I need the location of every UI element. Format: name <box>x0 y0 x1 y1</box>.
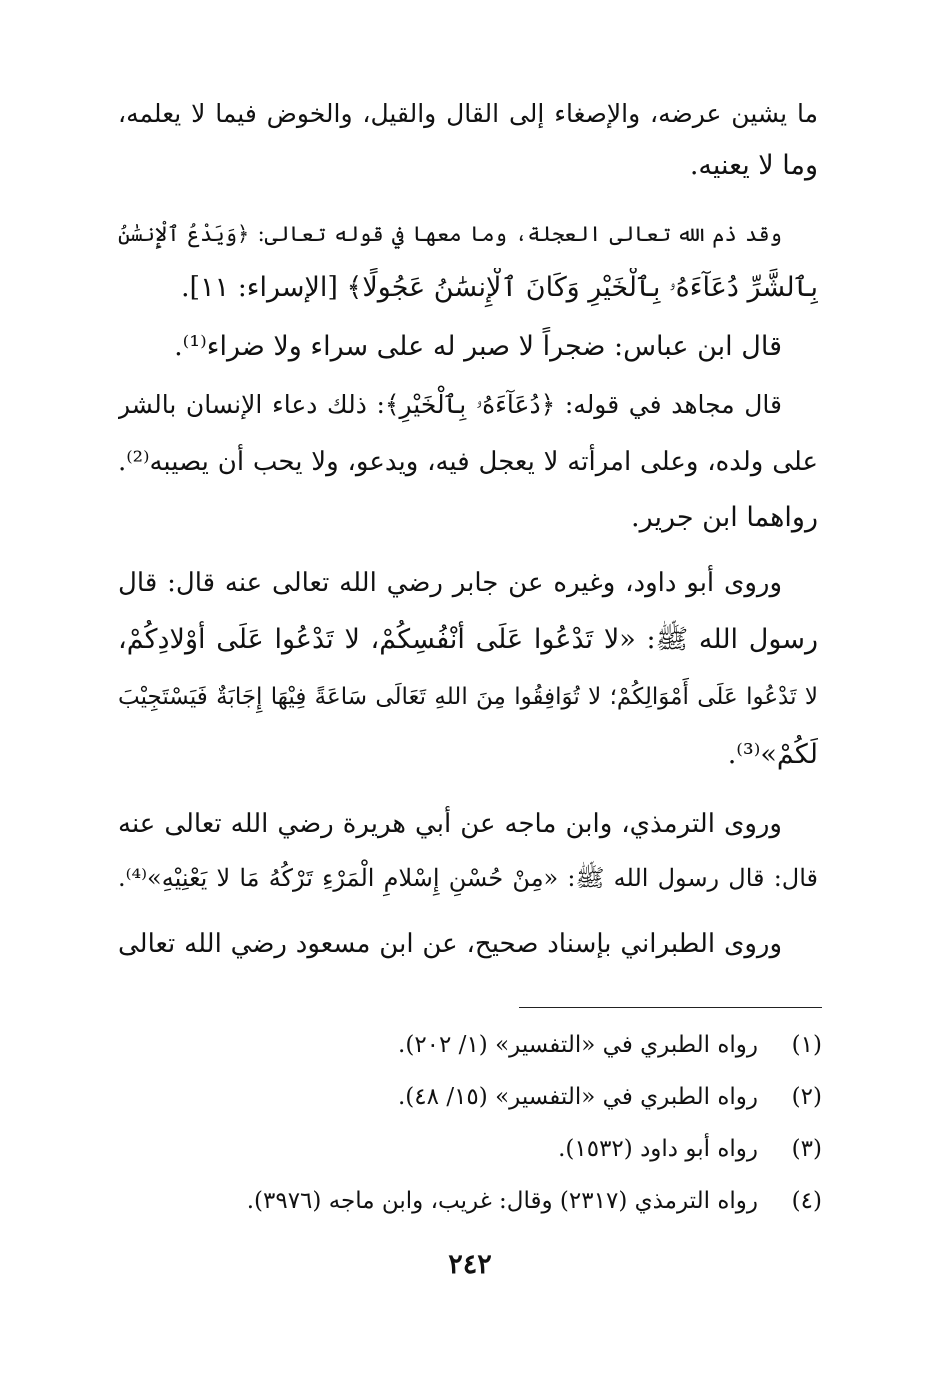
body-line-7: على ولده، وعلى امرأته لا يعجل فيه، ويدعو، ولا يحب أن يصيبه⁽²⁾. <box>118 447 818 477</box>
body-line-4: بِٱلشَّرِّ دُعَآءَهُۥ بِٱلْخَيْرِ وَكَانَ ٱلْإِنسَٰنُ عَجُولًا﴾ [الإسراء: ١١]. <box>180 272 818 303</box>
body-line-6: قال مجاهد في قوله: ﴿دُعَآءَهُۥ بِٱلْخَيْرِ﴾: ذلك دعاء الإنسان بالشر <box>118 390 782 419</box>
footnote-text: رواه الطبري في «التفسير» (١/ ٢٠٢). <box>398 1032 758 1058</box>
body-line-15: وروى الطبراني بإسناد صحيح، عن ابن مسعود رضي الله تعالى <box>118 929 782 959</box>
body-line-8: رواهما ابن جرير. <box>631 502 818 533</box>
footnote-2 <box>142 1080 822 1114</box>
page-number: ٢٤٢ <box>448 1249 492 1280</box>
body-line-11: لا تَدْعُوا عَلَى أَمْوَالِكُمْ؛ لا تُوَافِقُوا مِنَ اللهِ تَعَالَى سَاعَةً فِيْهَا إِجَابَةٌ فَيَسْتَجِيْبَ <box>118 684 818 710</box>
footnote-4 <box>142 1184 822 1218</box>
footnote-number: (١) <box>791 1032 822 1058</box>
footnote-number: (٤) <box>791 1188 822 1214</box>
body-line-3: وقد ذم الله تعالى العجلة، وما معها في قوله تعالى: ﴿وَيَدْعُ ٱلْإِنسَٰنُ <box>118 222 782 246</box>
footnote-text: رواه أبو داود (١٥٣٢). <box>558 1136 758 1162</box>
body-line-9: وروى أبو داود، وغيره عن جابر رضي الله تعالى عنه قال: قال <box>118 568 782 598</box>
body-line-14: قال: قال رسول الله ﷺ: «مِنْ حُسْنِ إِسْلامِ الْمَرْءِ تَرْكُهُ مَا لا يَعْنِيْهِ»⁽⁴⁾. <box>118 864 818 892</box>
footnote-1 <box>142 1028 822 1062</box>
footnote-text: رواه الترمذي (٢٣١٧) وقال: غريب، وابن ماجه (٣٩٧٦). <box>246 1188 758 1214</box>
body-line-12: لَكُمْ»⁽³⁾. <box>727 739 818 770</box>
footnote-number: (٢) <box>791 1084 822 1110</box>
footnote-text: رواه الطبري في «التفسير» (١٥/ ٤٨). <box>398 1084 758 1110</box>
footnote-number: (٣) <box>791 1136 822 1162</box>
body-line-5: قال ابن عباس: ضجراً لا صبر له على سراء ولا ضراء⁽¹⁾. <box>174 331 782 362</box>
body-line-13: وروى الترمذي، وابن ماجه عن أبي هريرة رضي الله تعالى عنه <box>118 809 782 839</box>
footnote-3 <box>142 1132 822 1166</box>
body-line-10: رسول الله ﷺ: «لا تَدْعُوا عَلَى أَنْفُسِكُمْ، لا تَدْعُوا عَلَى أَوْلادِكُمْ، <box>118 624 818 655</box>
footnote-separator <box>519 1007 822 1008</box>
body-line-2: وما لا يعنيه. <box>689 150 818 181</box>
body-line-1: ما يشين عرضه، والإصغاء إلى القال والقيل، والخوض فيما لا يعلمه، <box>118 99 818 128</box>
